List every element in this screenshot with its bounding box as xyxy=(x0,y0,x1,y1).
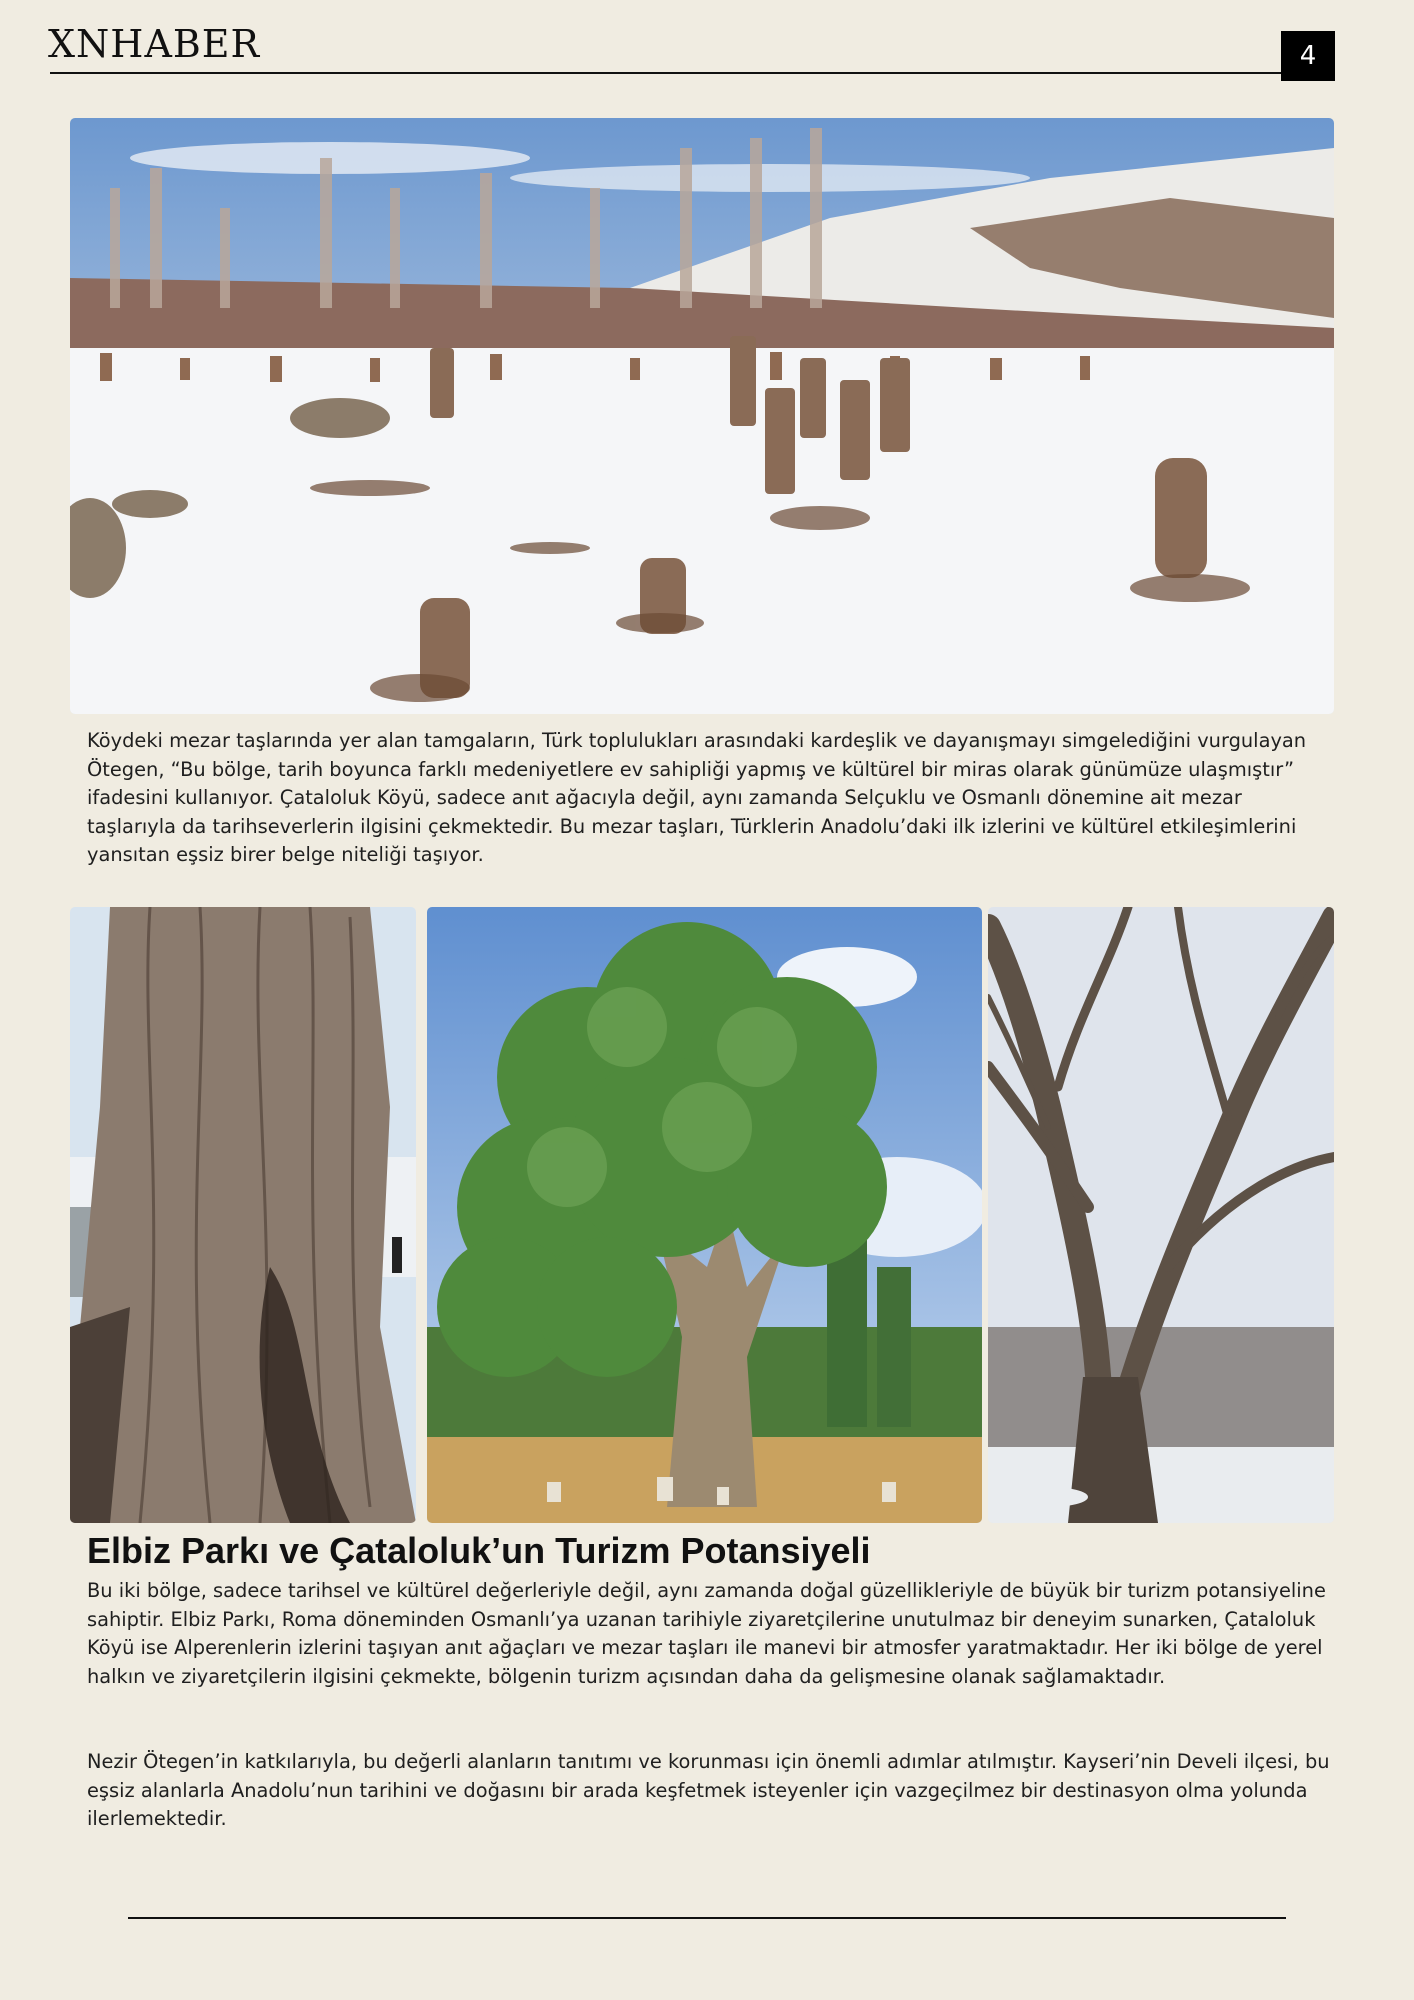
cemetery-photo xyxy=(70,118,1334,714)
tree-trunk-photo xyxy=(70,907,416,1523)
footer-divider xyxy=(128,1917,1286,1919)
masthead-logo: XNHABER xyxy=(48,22,261,66)
section-heading: Elbiz Parkı ve Çataloluk’un Turizm Potansiyeli xyxy=(87,1530,871,1571)
article-paragraph: Köydeki mezar taşlarında yer alan tamgaların, Türk toplulukları arasındaki kardeşlik ve dayanışmayı simgelediğini vurgulayan Ötegen, “Bu bölge, tarih boyunca farklı medeniyetlere ev sahipliği yapmış ve kültürel bir miras olarak günümüze ulaşmıştır” ifadesini kullanıyor. Çataloluk Köyü, sadece anıt ağacıyla değil, aynı zamanda Selçuklu ve Osmanlı dönemine ait mezar taşlarıyla da tarihseverlerin ilgisini çekmektedir. Bu mezar taşları, Türklerin Anadolu’daki ilk izlerini ve kültürel etkileşimlerini yansıtan eşsiz birer belge niteliği taşıyor. xyxy=(87,729,1307,866)
page-number: 4 xyxy=(1281,31,1335,81)
article-paragraph: Bu iki bölge, sadece tarihsel ve kültürel değerleriyle değil, aynı zamanda doğal güzellikleriyle de büyük bir turizm potansiyeline sahiptir. Elbiz Parkı, Roma döneminden Osmanlı’ya uzanan tarihiyle ziyaretçilerine unutulmaz bir deneyim sunarken, Çataloluk Köyü ise Alperenlerin izlerini taşıyan anıt ağaçları ve mezar taşları ile manevi bir atmosfer yaratmaktadır. Her iki bölge de yerel halkın ve ziyaretçilerin ilgisini çekmekte, bölgenin turizm açısından daha da gelişmesine olanak sağlamaktadır. xyxy=(87,1579,1326,1688)
article-paragraph: Nezir Ötegen’in katkılarıyla, bu değerli alanların tanıtımı ve korunması için önemli adımlar atılmıştır. Kayseri’nin Develi ilçesi, bu eşsiz alanlarla Anadolu’nun tarihini ve doğasını bir arada keşfetmek isteyenler için vazgeçilmez bir destinasyon olma yolunda ilerlemektedir. xyxy=(87,1750,1330,1830)
bare-monument-tree-photo xyxy=(988,907,1334,1523)
green-monument-tree-photo xyxy=(427,907,982,1523)
header-divider xyxy=(50,72,1282,74)
